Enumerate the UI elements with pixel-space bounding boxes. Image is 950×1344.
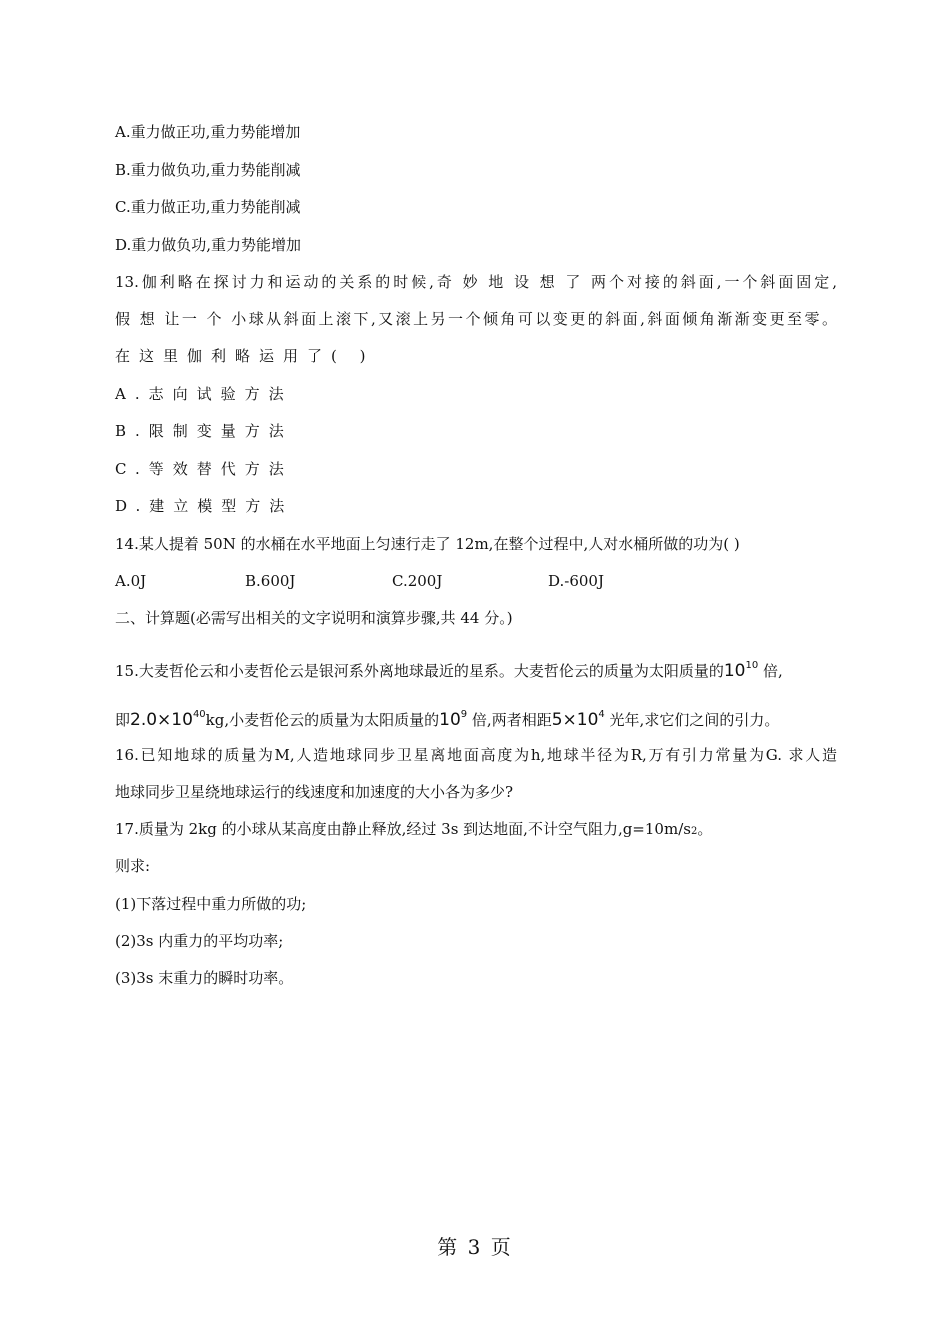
q15-mass-value: $2.0\times 10^{40}$ <box>130 709 206 730</box>
q17-stem: 17.质量为 2kg 的小球从某高度由静止释放,经过 3s 到达地面,不计空气阻力,g=10m/s2。 <box>115 820 713 838</box>
page-number: 第 3 页 <box>437 1235 513 1259</box>
q17-ask: 则求: <box>115 857 151 875</box>
section-2-heading: 二、计算题(必需写出相关的文字说明和演算步骤,共 44 分。) <box>115 609 513 627</box>
q15-ratio-small: $10^9$ <box>439 709 468 730</box>
q12-option-d: D.重力做负功,重力势能增加 <box>115 236 302 254</box>
q17-part-1: (1)下落过程中重力所做的功; <box>115 895 307 913</box>
q15-line1-end: 倍, <box>758 662 783 680</box>
q14-option-a: A.0J <box>115 572 147 590</box>
q13-option-d: D.建立模型方法 <box>115 497 294 515</box>
q14-option-d: D.-600J <box>548 572 604 590</box>
q13-stem-line2: 假 想 让一 个 小球从斜面上滚下,又滚上另一个倾角可以变更的斜面,斜面倾角渐渐变更至零。 <box>115 310 837 328</box>
q12-option-a: A.重力做正功,重力势能增加 <box>115 123 301 141</box>
q17-part-3: (3)3s 末重力的瞬时功率。 <box>115 969 294 987</box>
q14-options <box>0 571 950 591</box>
q15-distance: $5\times 10^4$ <box>551 709 605 730</box>
q14-stem: 14.某人提着 50N 的水桶在水平地面上匀速行走了 12m,在整个过程中,人对水桶所做的功为( ) <box>115 535 740 553</box>
q16-line1: 16.已知地球的质量为M,人造地球同步卫星离地面高度为h,地球半径为R,万有引力常量为G. 求人造 <box>115 746 837 764</box>
q16-line2: 地球同步卫星绕地球运行的线速度和加速度的大小各为多少? <box>115 783 514 801</box>
q15-line2: 即$2.0\times 10^{40}kg$,小麦哲伦云的质量为太阳质量的$10^9$ 倍,两者相距$5\times 10^4$ 光年,求它们之间的引力。 <box>115 709 780 730</box>
q12-option-b: B.重力做负功,重力势能削减 <box>115 161 301 179</box>
q12-option-c: C.重力做正功,重力势能削减 <box>115 198 301 216</box>
q13-stem-line3: 在这里伽利略运用了( ) <box>115 347 375 365</box>
q15-ratio-large: $10^{10}$ <box>723 660 759 681</box>
q15-line1 <box>115 656 783 681</box>
q14-option-c: C.200J <box>392 572 443 590</box>
q14-option-b: B.600J <box>245 572 296 590</box>
q13-stem-line1: 13.伽利略在探讨力和运动的关系的时候,奇 妙 地 设 想 了 两个对接的斜面,一个斜面固定, <box>115 273 837 291</box>
q13-option-c: C.等效替代方法 <box>115 460 293 478</box>
q13-option-a: A.志向试验方法 <box>115 385 293 403</box>
q17-part-2: (2)3s 内重力的平均功率; <box>115 932 284 950</box>
q15-line1-text: 15.大麦哲伦云和小麦哲伦云是银河系外离地球最近的星系。大麦哲伦云的质量为太阳质量的 <box>115 662 724 680</box>
q13-option-b: B.限制变量方法 <box>115 422 293 440</box>
